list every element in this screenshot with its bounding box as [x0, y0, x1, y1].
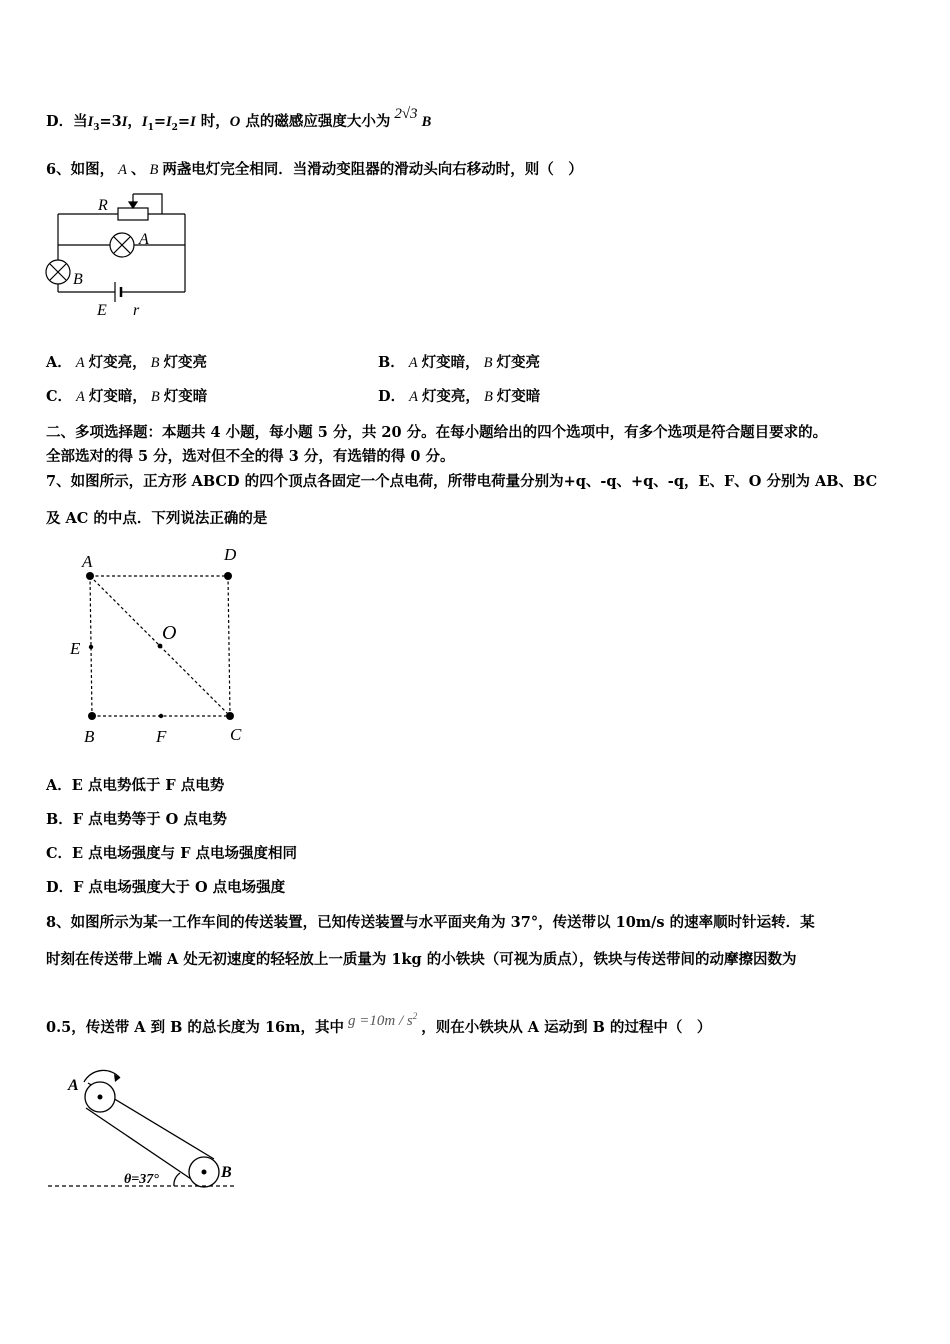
eq-text: =	[153, 113, 166, 130]
label-a: A	[139, 231, 149, 248]
label-a: A	[68, 1077, 79, 1094]
option-text: 灯变亮	[496, 354, 540, 371]
var-b: B	[150, 355, 160, 371]
var-a: A	[118, 162, 127, 178]
var-b: B	[149, 162, 159, 178]
label-angle: θ=37°	[124, 1172, 159, 1187]
sep: 、	[130, 161, 146, 178]
q6-stem	[46, 160, 583, 180]
q5-option-d-label: D．当	[46, 113, 88, 130]
label-b: B	[84, 727, 95, 746]
var-b: B	[483, 355, 493, 371]
q8-stem-line3-suffix: ，则在小铁块从 A 运动到 B 的过程中（ ）	[421, 1019, 712, 1036]
q8-stem-line3	[46, 1013, 711, 1038]
option-text: 灯变暗	[496, 388, 541, 405]
var-b: B	[483, 389, 493, 405]
point-c	[226, 712, 234, 720]
sub-2: 2	[171, 122, 178, 133]
label-e: E	[97, 302, 107, 319]
point-f	[159, 714, 163, 718]
q6-option-a	[46, 353, 207, 373]
q6-option-c	[46, 387, 207, 407]
belt-bottom	[86, 1108, 194, 1181]
text: 时，	[195, 113, 230, 130]
q7-stem-line2: 及 AC 的中点．下列说法正确的是	[46, 510, 268, 527]
q5-option-d	[46, 106, 432, 138]
label-o: O	[162, 622, 177, 644]
q8-stem-line3-prefix: 0.5，传送带 A 到 B 的总长度为 16m，其中	[46, 1019, 344, 1036]
option-letter: C．	[46, 388, 73, 405]
q8-stem-line2: 时刻在传送带上端 A 处无初速度的轻轻放上一质量为 1kg 的小铁块（可视为质点），铁块与传送带间的动摩擦因数为	[46, 951, 797, 968]
label-a: A	[82, 552, 93, 571]
math-g-sup: 2	[412, 1011, 418, 1021]
q7-option-b: B．F 点电势等于 O 点电势	[46, 811, 227, 828]
point-b	[88, 712, 96, 720]
q6-option-d	[378, 387, 540, 407]
angle-arc	[174, 1173, 180, 1186]
option-letter: D．	[378, 388, 406, 405]
q7-stem-line1: 7、如图所示，正方形 ABCD 的四个顶点各固定一个点电荷，所带电荷量分别为+q、-q、+q、-q，E、F、O 分别为 AB、BC	[46, 473, 878, 490]
section2-line1: 二、多项选择题：本题共 4 小题，每小题 5 分，共 20 分。在每小题给出的四个选项中，有多个选项是符合题目要求的。	[46, 424, 828, 441]
option-letter: B．	[378, 354, 405, 371]
var-a: A	[408, 355, 418, 371]
q8-conveyor-diagram	[44, 1060, 244, 1195]
eq-text: =3	[99, 113, 122, 130]
math-2-sqrt-3: 2√3	[394, 106, 418, 122]
label-b: B	[221, 1164, 232, 1181]
option-letter: A．	[46, 354, 72, 371]
var-i: I	[190, 114, 196, 130]
q6-stem-suffix: 两盏电灯完全相同．当滑动变阻器的滑动头向右移动时，则（ ）	[162, 161, 583, 178]
var-b: B	[150, 389, 160, 405]
section2-line2: 全部选对的得 5 分，选对但不全的得 3 分，有选错的得 0 分。	[46, 448, 455, 465]
math-g	[348, 1013, 417, 1029]
var-a: A	[76, 389, 85, 405]
eq-text: =	[177, 113, 191, 130]
option-text: 灯变亮，	[421, 388, 480, 405]
point-o	[158, 644, 163, 649]
var-b: B	[421, 114, 432, 130]
option-text: 灯变暗，	[421, 354, 480, 371]
q7-option-a: A．E 点电势低于 F 点电势	[46, 777, 225, 794]
q8-stem-line1: 8、如图所示为某一工作车间的传送装置，已知传送装置与水平面夹角为 37°，传送带以 10m/s 的速率顺时针运转．某	[46, 914, 815, 931]
q6-option-b	[378, 353, 540, 373]
var-a: A	[75, 355, 85, 371]
var-a: A	[409, 389, 418, 405]
label-e: E	[70, 639, 81, 658]
option-text: 灯变亮，	[88, 354, 147, 371]
var-i2: I	[165, 114, 172, 130]
sub-3: 3	[93, 122, 100, 133]
label-f: F	[156, 727, 167, 746]
q7-option-c: C．E 点电场强度与 F 点电场强度相同	[46, 845, 298, 862]
option-text: 灯变暗，	[88, 388, 147, 405]
q6-stem-prefix: 6、如图，	[46, 161, 115, 178]
point-a	[86, 572, 94, 580]
label-d: D	[224, 545, 237, 564]
pulley-a-center	[98, 1095, 103, 1100]
point-d	[224, 572, 232, 580]
label-r-small: r	[133, 302, 140, 319]
pulley-b-center	[202, 1170, 207, 1175]
var-o: O	[229, 114, 241, 130]
var-i3: I	[87, 114, 94, 130]
sub-1: 1	[147, 122, 154, 133]
q7-option-d: D．F 点电场强度大于 O 点电场强度	[46, 879, 286, 896]
label-b: B	[73, 271, 83, 288]
option-text: 灯变暗	[163, 388, 208, 405]
label-c: C	[230, 725, 242, 744]
point-e	[89, 645, 93, 649]
var-i: I	[121, 114, 128, 130]
q6-circuit-diagram	[40, 188, 200, 323]
q7-square-diagram	[62, 540, 262, 750]
label-r: R	[98, 197, 108, 214]
edge-dc	[228, 576, 230, 716]
math-g-text: g =10m / s	[348, 1013, 413, 1029]
text: 点的磁感应强度大小为	[240, 113, 391, 130]
var-i1: I	[141, 114, 148, 130]
option-text: 灯变亮	[163, 354, 207, 371]
comma: ，	[127, 113, 142, 130]
